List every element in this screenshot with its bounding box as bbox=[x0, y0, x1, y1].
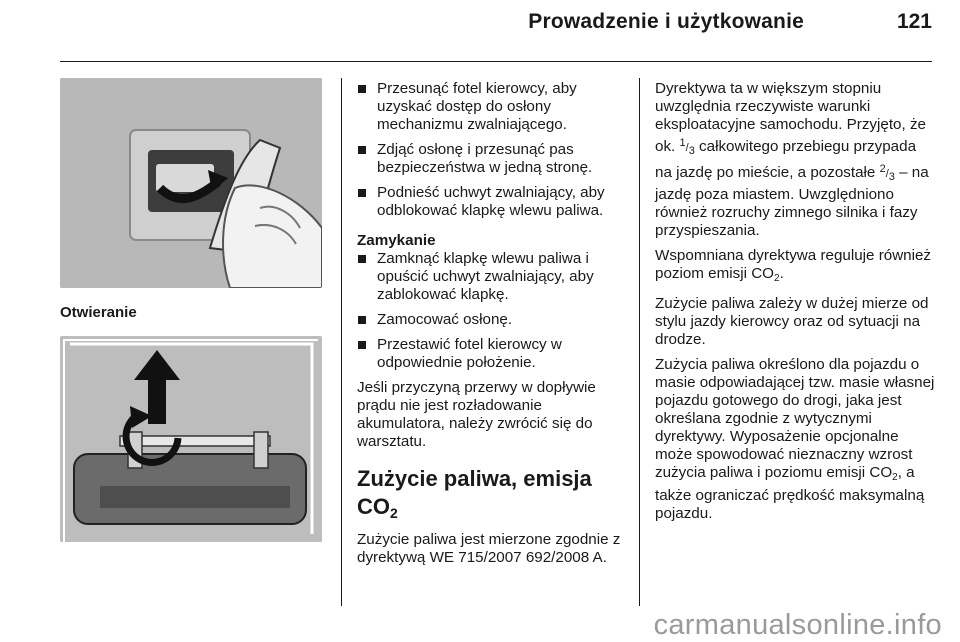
release-mechanism-diagram bbox=[60, 336, 322, 542]
text-span: Dyrektywa ta w większym stopniu uwzględnia rzeczywiste warunki eksploatacyjne samochodu. Przyjęto, że ok. bbox=[655, 80, 926, 155]
right-column bbox=[655, 80, 935, 530]
column-rule-right bbox=[639, 78, 640, 606]
text-span: , a także ograniczać prędkość maksymalną pojazdu. bbox=[655, 464, 925, 522]
fraction-denominator: 3 bbox=[688, 145, 695, 157]
release-mechanism-illustration bbox=[60, 336, 322, 542]
fraction-denominator: 3 bbox=[888, 171, 895, 183]
release-lever-illustration bbox=[60, 78, 322, 288]
list-item: Zdjąć osłonę i przesunąć pas bezpieczeństwa w jedną stronę. bbox=[357, 141, 629, 177]
list-item: Zamocować osłonę. bbox=[357, 311, 629, 329]
workshop-paragraph: Jeśli przyczyną przerwy w dopływie prądu nie jest rozładowanie akumulatora, należy zwrócić się do warsztatu. bbox=[357, 379, 596, 450]
measurement-paragraph: Zużycie paliwa jest mierzone zgodnie z dyrektywą WE 715/2007 692/2008 A. bbox=[357, 531, 621, 566]
page-number: 121 bbox=[896, 10, 932, 33]
watermark: carmanualsonline.info bbox=[653, 609, 942, 641]
closing-steps-list bbox=[357, 250, 629, 372]
page-header-title: Prowadzenie i użytkowanie bbox=[528, 10, 804, 33]
list-item: Przestawić fotel kierowcy w odpowiednie położenie. bbox=[357, 336, 629, 372]
text-span: Wspomniana dyrektywa reguluje również poziom emisji CO bbox=[655, 247, 932, 282]
subscript: 2 bbox=[892, 472, 898, 483]
section-heading-text: Zużycie paliwa, emisja CO bbox=[357, 466, 592, 519]
fraction-numerator: 2 bbox=[879, 163, 886, 175]
figure-caption: Otwieranie bbox=[60, 304, 137, 321]
emission-paragraph bbox=[655, 247, 935, 288]
header-rule bbox=[60, 61, 932, 62]
text-span: . bbox=[779, 265, 784, 282]
fuel-consumption-heading bbox=[357, 465, 629, 521]
list-item: Przesunąć fotel kierowcy, aby uzyskać dostęp do osłony mechanizmu zwalniającego. bbox=[357, 80, 629, 134]
driving-style-paragraph: Zużycie paliwa zależy w dużej mierze od stylu jazdy kierowcy oraz od sytuacji na drodze. bbox=[655, 295, 929, 348]
fraction-numerator: 1 bbox=[679, 137, 686, 149]
fraction-one-third: 1/3 bbox=[679, 137, 695, 157]
text-span: – na jazdę poza miastem. Uwzględniono również rozruchy zimnego silnika i fazy przyspieszania. bbox=[655, 164, 929, 239]
closing-heading: Zamykanie bbox=[357, 232, 436, 249]
list-item: Zamknąć klapkę wlewu paliwa i opuścić uchwyt zwalniający, aby zablokować klapkę. bbox=[357, 250, 629, 304]
list-item: Podnieść uchwyt zwalniający, aby odblokować klapkę wlewu paliwa. bbox=[357, 184, 629, 220]
column-rule-middle bbox=[341, 78, 342, 606]
subscript: 2 bbox=[774, 273, 780, 284]
opening-steps-list bbox=[357, 80, 629, 220]
fraction-two-thirds: 2/3 bbox=[879, 163, 895, 183]
release-lever-figure bbox=[60, 78, 322, 288]
text-span: Zużycia paliwa określono dla pojazdu o masie odpowiadającej tzw. masie własnej pojazdu gotowego do drogi, jaka jest określana zgodnie z wytycznymi dyrektywy. Wyposażenie opcjonalne może spowodować nieznaczny wzrost zużycia paliwa i poziomu emisji CO bbox=[655, 356, 935, 481]
middle-column bbox=[357, 80, 629, 574]
text-span: całkowitego przebiegu przypada na jazdę po mieście, a pozostałe bbox=[655, 138, 917, 181]
section-heading-subscript: 2 bbox=[390, 505, 398, 521]
directive-paragraph bbox=[655, 80, 935, 240]
vehicle-mass-paragraph bbox=[655, 356, 935, 523]
